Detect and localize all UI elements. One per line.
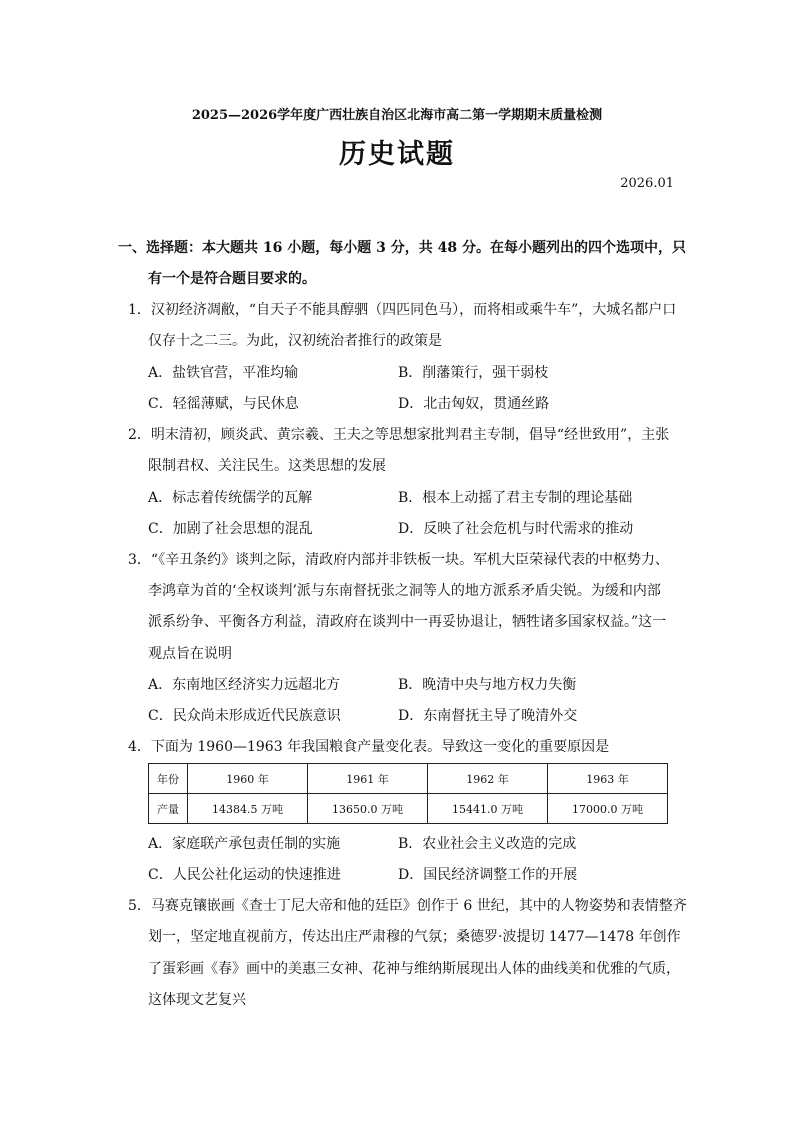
table-header-year: 年份	[149, 764, 188, 794]
table-cell-output: 14384.5 万吨	[188, 794, 308, 824]
section-heading-line1: 一、选择题：本大题共 16 小题，每小题 3 分，共 48 分。在每小题列出的四个选项中，只	[118, 240, 686, 256]
question-2-line2: 限制君权、关注民生。这类思想的发展	[148, 458, 386, 474]
question-3-line1: 3．“《辛丑条约》谈判之际，清政府内部并非铁板一块。军机大臣荣禄代表的中枢势力、	[128, 552, 670, 568]
question-3-option-b[interactable]: B．晚清中央与地方权力失衡	[398, 677, 577, 693]
question-3-option-a[interactable]: A．东南地区经济实力远超北方	[148, 677, 341, 693]
question-3-option-c[interactable]: C．民众尚未形成近代民族意识	[148, 708, 341, 724]
question-5-line2: 划一，坚定地直视前方，传达出庄严肃穆的气氛；桑德罗·波提切 1477—1478 年创作	[148, 929, 681, 945]
question-2-option-c[interactable]: C．加剧了社会思想的混乱	[148, 521, 313, 537]
question-4-option-a[interactable]: A．家庭联产承包责任制的实施	[148, 836, 341, 852]
question-4-option-c[interactable]: C．人民公社化运动的快速推进	[148, 867, 341, 883]
question-3-line4: 观点旨在说明	[148, 646, 232, 662]
question-3-line2: 李鸿章为首的‘全权谈判’派与东南督抚张之洞等人的地方派系矛盾尖锐。为缓和内部	[148, 583, 661, 599]
question-3-line3: 派系纷争、平衡各方利益，清政府在谈判中一再妥协退让，牺牲诸多国家权益。”这一	[148, 614, 667, 630]
table-header-output: 产量	[149, 794, 188, 824]
question-1-option-a[interactable]: A．盐铁官营，平准均输	[148, 365, 299, 381]
table-cell-year: 1961 年	[308, 764, 428, 794]
question-4-option-b[interactable]: B．农业社会主义改造的完成	[398, 836, 577, 852]
question-1-line1: 1．汉初经济凋敝，“自天子不能具醇驷（四匹同色马），而将相或乘牛车”，大城名都户口	[128, 302, 677, 318]
section-heading-line2: 有一个是符合题目要求的。	[148, 271, 316, 287]
question-1-line2: 仅存十之二三。为此，汉初统治者推行的政策是	[148, 333, 442, 349]
table-cell-year: 1963 年	[548, 764, 668, 794]
question-4-option-d[interactable]: D．国民经济调整工作的开展	[398, 867, 578, 883]
question-2-line1: 2．明末清初，顾炎武、黄宗羲、王夫之等思想家批判君主专制，倡导“经世致用”，主张	[128, 427, 670, 443]
question-5-line1: 5．马赛克镶嵌画《查士丁尼大帝和他的廷臣》创作于 6 世纪，其中的人物姿势和表情整齐	[128, 898, 687, 914]
table-cell-output: 13650.0 万吨	[308, 794, 428, 824]
exam-header: 2025—2026学年度广西壮族自治区北海市高二第一学期期末质量检测	[191, 108, 603, 123]
table-cell-year: 1960 年	[188, 764, 308, 794]
question-2-option-b[interactable]: B．根本上动摇了君主专制的理论基础	[398, 490, 633, 506]
question-1-option-c[interactable]: C．轻徭薄赋，与民休息	[148, 396, 299, 412]
question-5-line4: 这体现文艺复兴	[148, 992, 246, 1008]
question-1-option-b[interactable]: B．削藩策行，强干弱枝	[398, 365, 549, 381]
table-cell-output: 15441.0 万吨	[428, 794, 548, 824]
table-row	[149, 794, 668, 824]
table-cell-output: 17000.0 万吨	[548, 794, 668, 824]
grain-output-table	[148, 763, 668, 824]
question-2-option-a[interactable]: A．标志着传统儒学的瓦解	[148, 490, 313, 506]
table-row	[149, 764, 668, 794]
question-1-option-d[interactable]: D．北击匈奴，贯通丝路	[398, 396, 550, 412]
question-5-line3: 了蛋彩画《春》画中的美惠三女神、花神与维纳斯展现出人体的曲线美和优雅的气质，	[148, 961, 680, 977]
question-3-option-d[interactable]: D．东南督抚主导了晚清外交	[398, 708, 578, 724]
exam-date: 2026.01	[620, 176, 674, 191]
question-2-option-d[interactable]: D．反映了社会危机与时代需求的推动	[398, 521, 634, 537]
table-cell-year: 1962 年	[428, 764, 548, 794]
page-title: 历史试题	[339, 139, 455, 170]
question-4-line1: 4．下面为 1960—1963 年我国粮食产量变化表。导致这一变化的重要原因是	[128, 739, 610, 755]
